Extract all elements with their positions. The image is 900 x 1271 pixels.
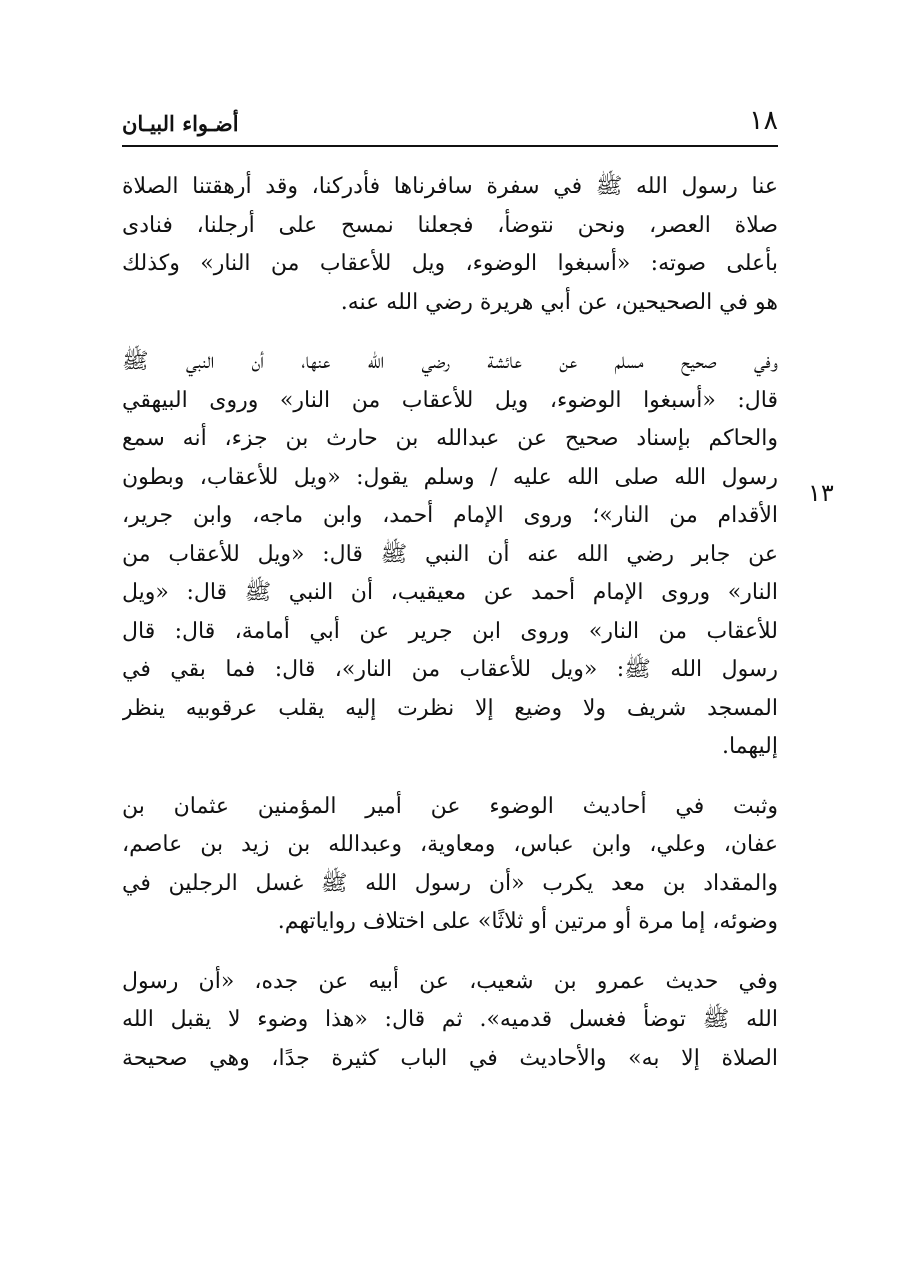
text-line: المسجد شريف ولا وضيع إلا نظرت إليه يقلب عرقوبيه ينظر: [122, 695, 778, 721]
text-line: للأعقاب من النار» وروى ابن جرير عن أبي أمامة، قال: قال: [122, 618, 778, 644]
text-line: قال: «أسبغوا الوضوء، ويل للأعقاب من النار» وروى البيهقي: [122, 387, 778, 413]
text-line: وثبت في أحاديث الوضوء عن أمير المؤمنين عثمان بن: [122, 793, 778, 819]
text-line: عن جابر رضي الله عنه أن النبي ﷺ قال: «ويل للأعقاب من: [122, 541, 778, 567]
text-line: النار» وروى الإمام أحمد عن معيقيب، أن النبي ﷺ قال: «ويل: [122, 580, 778, 605]
text-line: الصلاة إلا به» والأحاديث في الباب كثيرة جدًا، وهي صحيحة: [122, 1045, 778, 1071]
text-line: وضوئه، إما مرة أو مرتين أو ثلاثًا» على اختلاف رواياتهم.: [277, 909, 778, 934]
running-title: أضـواء البيـان: [122, 111, 239, 136]
text-line: عنا رسول الله ﷺ في سفرة سافرناها فأدركنا، وقد أرهقتنا الصلاة: [122, 174, 778, 199]
margin-page-marker: ١٣: [808, 479, 834, 507]
text-line: رسول الله صلى الله عليه / وسلم يقول: «ويل للأعقاب، وبطون: [122, 464, 778, 490]
text-line: صلاة العصر، ونحن نتوضأ، فجعلنا نمسح على أرجلنا، فنادى: [122, 212, 778, 238]
text-line: عفان، وعلي، وابن عباس، ومعاوية، وعبدالله بن زيد بن عاصم،: [122, 832, 778, 857]
paragraph-4: [122, 963, 778, 1079]
text-line: الله ﷺ توضأ فغسل قدميه». ثم قال: «هذا وضوء لا يقبل الله: [122, 1007, 778, 1032]
paragraph-3: [122, 788, 778, 942]
paragraph-2: [122, 343, 778, 767]
text-line: إليهما.: [721, 734, 778, 759]
text-line: هو في الصحيحين، عن أبي هريرة رضي الله عنه.: [340, 289, 778, 315]
text-line: رسول الله ﷺ: «ويل للأعقاب من النار»، قال: فما بقي في: [122, 657, 778, 682]
page-header: [122, 104, 778, 144]
text-line: الأقدام من النار»؛ وروى الإمام أحمد، وابن ماجه، وابن جرير،: [122, 503, 778, 528]
text-line: وفي صحيح مسلم عن عائشة رضي الله عنها، أن النبي ﷺ: [122, 349, 778, 374]
body-text: [122, 168, 778, 1099]
text-line: وفي حديث عمرو بن شعيب، عن أبيه عن جده، «أن رسول: [122, 968, 778, 994]
paragraph-1: [122, 168, 778, 322]
text-line: والحاكم بإسناد صحيح عن عبدالله بن حارث بن جزء، أنه سمع: [122, 426, 778, 451]
page-number: ١٨: [748, 105, 778, 136]
header-rule: [122, 145, 778, 147]
text-line: والمقداد بن معد يكرب «أن رسول الله ﷺ غسل الرجلين في: [122, 870, 778, 896]
text-line: بأعلى صوته: «أسبغوا الوضوء، ويل للأعقاب من النار» وكذلك: [122, 251, 778, 276]
